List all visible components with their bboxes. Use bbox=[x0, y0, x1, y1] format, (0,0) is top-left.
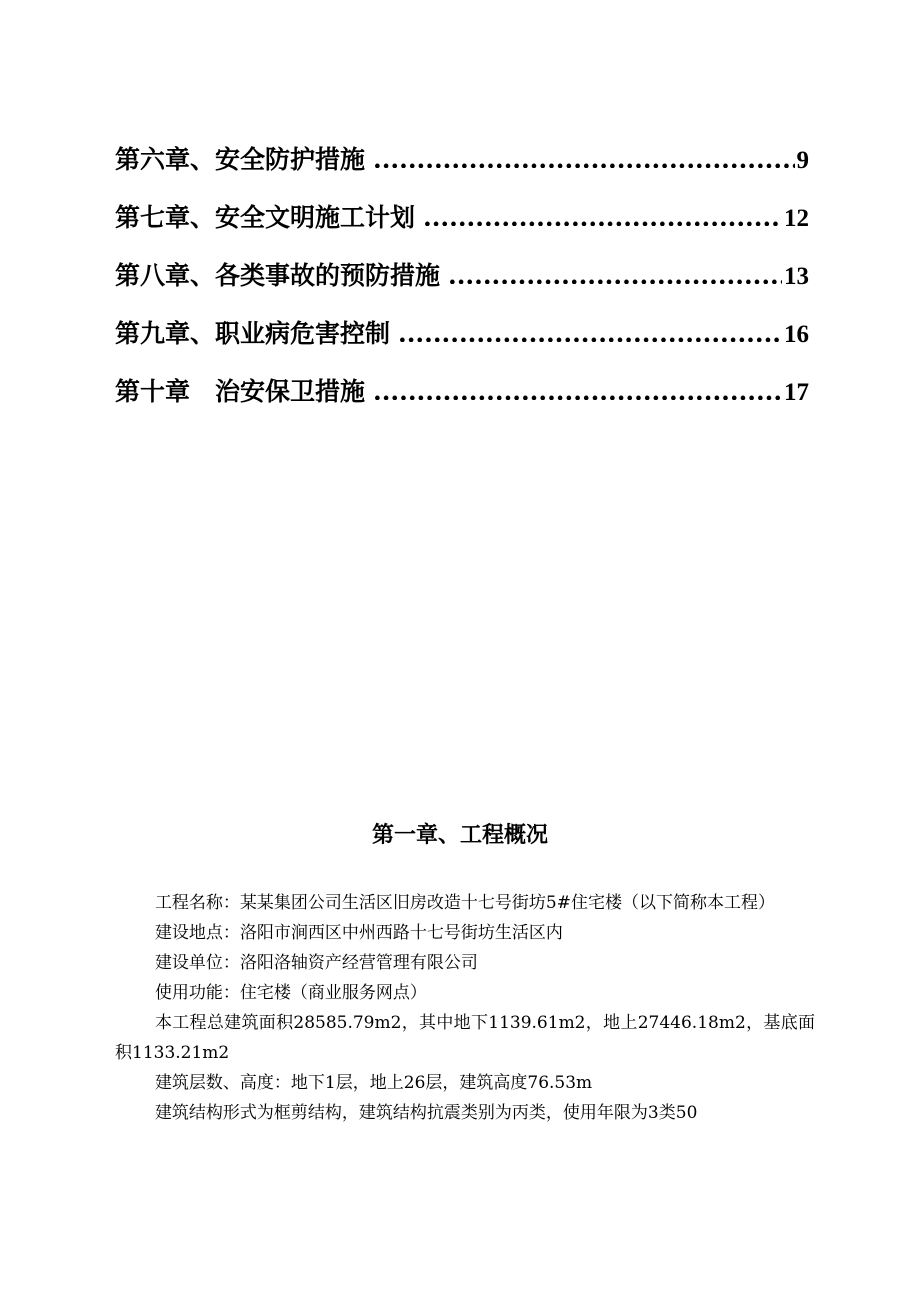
toc-entry-chapter-10[interactable] bbox=[115, 372, 809, 430]
toc-entry-page: 16 bbox=[784, 321, 809, 348]
toc-entry-title: 第八章、各类事故的预防措施 bbox=[115, 261, 441, 290]
paragraph-site-location: 建设地点：洛阳市涧西区中州西路十七号街坊生活区内 bbox=[154, 923, 563, 943]
toc-leader-dots bbox=[398, 317, 782, 342]
toc-entry-title: 第十章 治安保卫措施 bbox=[115, 377, 366, 406]
table-of-contents bbox=[115, 140, 809, 430]
toc-entry-title: 第七章、安全文明施工计划 bbox=[115, 203, 416, 232]
toc-entry-page: 13 bbox=[784, 263, 809, 290]
toc-entry-chapter-6[interactable] bbox=[115, 140, 809, 198]
toc-leader-dots bbox=[373, 375, 782, 400]
paragraph-structure: 建筑结构形式为框剪结构，建筑结构抗震类别为丙类，使用年限为3类50 bbox=[154, 1103, 698, 1123]
chapter-body bbox=[115, 888, 815, 1128]
paragraph-floors-height: 建筑层数、高度：地下1层，地上26层，建筑高度76.53m bbox=[154, 1073, 593, 1093]
toc-entry-title: 第九章、职业病危害控制 bbox=[115, 319, 391, 348]
toc-leader-dots bbox=[373, 143, 794, 168]
toc-entry-page: 9 bbox=[796, 147, 809, 174]
toc-entry-title: 第六章、安全防护措施 bbox=[115, 145, 366, 174]
toc-entry-page: 12 bbox=[784, 205, 809, 232]
toc-entry-chapter-8[interactable] bbox=[115, 256, 809, 314]
toc-leader-dots bbox=[448, 259, 782, 284]
toc-entry-page: 17 bbox=[784, 379, 809, 406]
toc-entry-chapter-9[interactable] bbox=[115, 314, 809, 372]
paragraph-usage: 使用功能：住宅楼（商业服务网点） bbox=[154, 983, 427, 1003]
paragraph-project-name: 工程名称：某某集团公司生活区旧房改造十七号街坊5#住宅楼（以下简称本工程） bbox=[154, 893, 775, 913]
paragraph-developer: 建设单位：洛阳洛轴资产经营管理有限公司 bbox=[154, 953, 478, 973]
chapter-heading: 第一章、工程概况 bbox=[371, 822, 548, 848]
toc-entry-chapter-7[interactable] bbox=[115, 198, 809, 256]
paragraph-floor-area: 本工程总建筑面积28585.79m2，其中地下1139.61m2，地上27446.18m2，基底面积1133.21m2 bbox=[115, 1013, 815, 1063]
toc-leader-dots bbox=[423, 201, 782, 226]
